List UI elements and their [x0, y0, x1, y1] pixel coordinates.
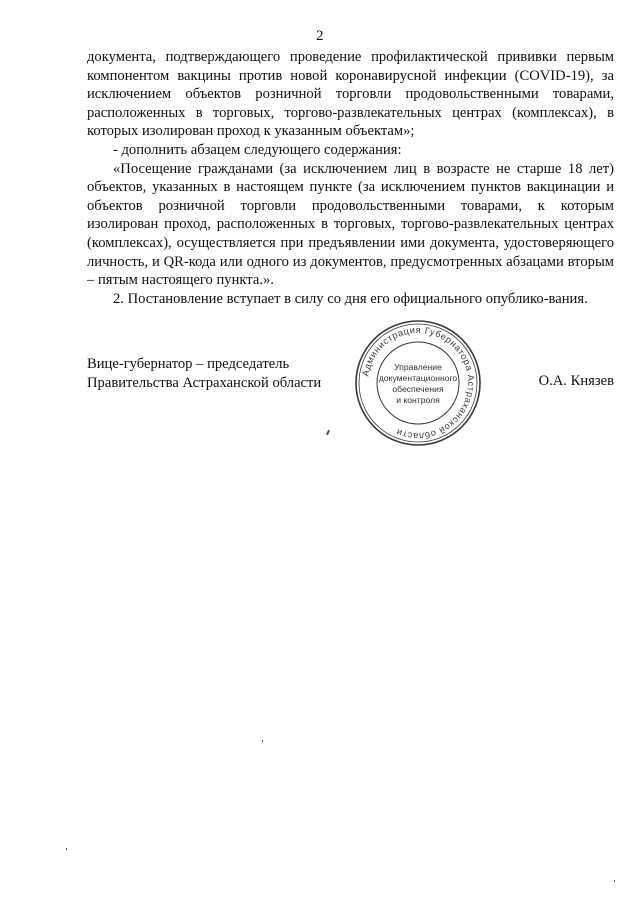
signer-title — [87, 355, 321, 392]
page-number: 2 — [316, 28, 324, 44]
signature-block — [87, 324, 614, 442]
scan-speck — [614, 880, 615, 882]
paragraph: «Посещение гражданами (за исключением лиц в возрасте не старше 18 лет) объектов, указанных в настоящем пункте (за исключением пунктов вакцинации и объектов розничной торговли продовольственными товарами, к которым изолирован проход, расположенных в торговых, торгово-развлекательных центрах (комплексах), осуществляется при предъявлении ими документа, удостоверяющего личность, и QR-кода или одного из документов, предусмотренных абзацами вторым – пятым настоящего пункта.». — [87, 160, 614, 289]
paragraph: документа, подтверждающего проведение профилактической прививки первым компонентом вакцины против новой коронавирусной инфекции (COVID-19), за исключением объектов розничной торговли продовольственными товарами, расположенных в торговых, торгово-развлекательных центрах (комплексах), в которых изолирован проход к указанным объектам»; — [87, 49, 614, 140]
paragraph: - дополнить абзацем следующего содержания: — [113, 141, 402, 158]
scan-speck — [262, 740, 263, 742]
stamp-center-line: Управление — [394, 362, 442, 372]
signer-title-line: Вице-губернатор – председатель — [87, 356, 290, 372]
official-stamp — [353, 318, 483, 448]
stamp-center-line: документационного — [378, 373, 458, 383]
scan-speck — [66, 848, 67, 850]
paragraph: 2. Постановление вступает в силу со дня его официального опублико-вания. — [113, 290, 588, 307]
body-text — [87, 48, 614, 308]
stamp-center-text — [353, 362, 483, 406]
stamp-ring-text: Администрация Губернатора Астраханской области — [360, 324, 477, 442]
stamp-center-line: обеспечения — [392, 384, 444, 394]
signer-name: О.А. Князев — [538, 373, 614, 389]
stamp-center-line: и контроля — [396, 395, 440, 405]
signer-title-line: Правительства Астраханской области — [87, 374, 322, 391]
